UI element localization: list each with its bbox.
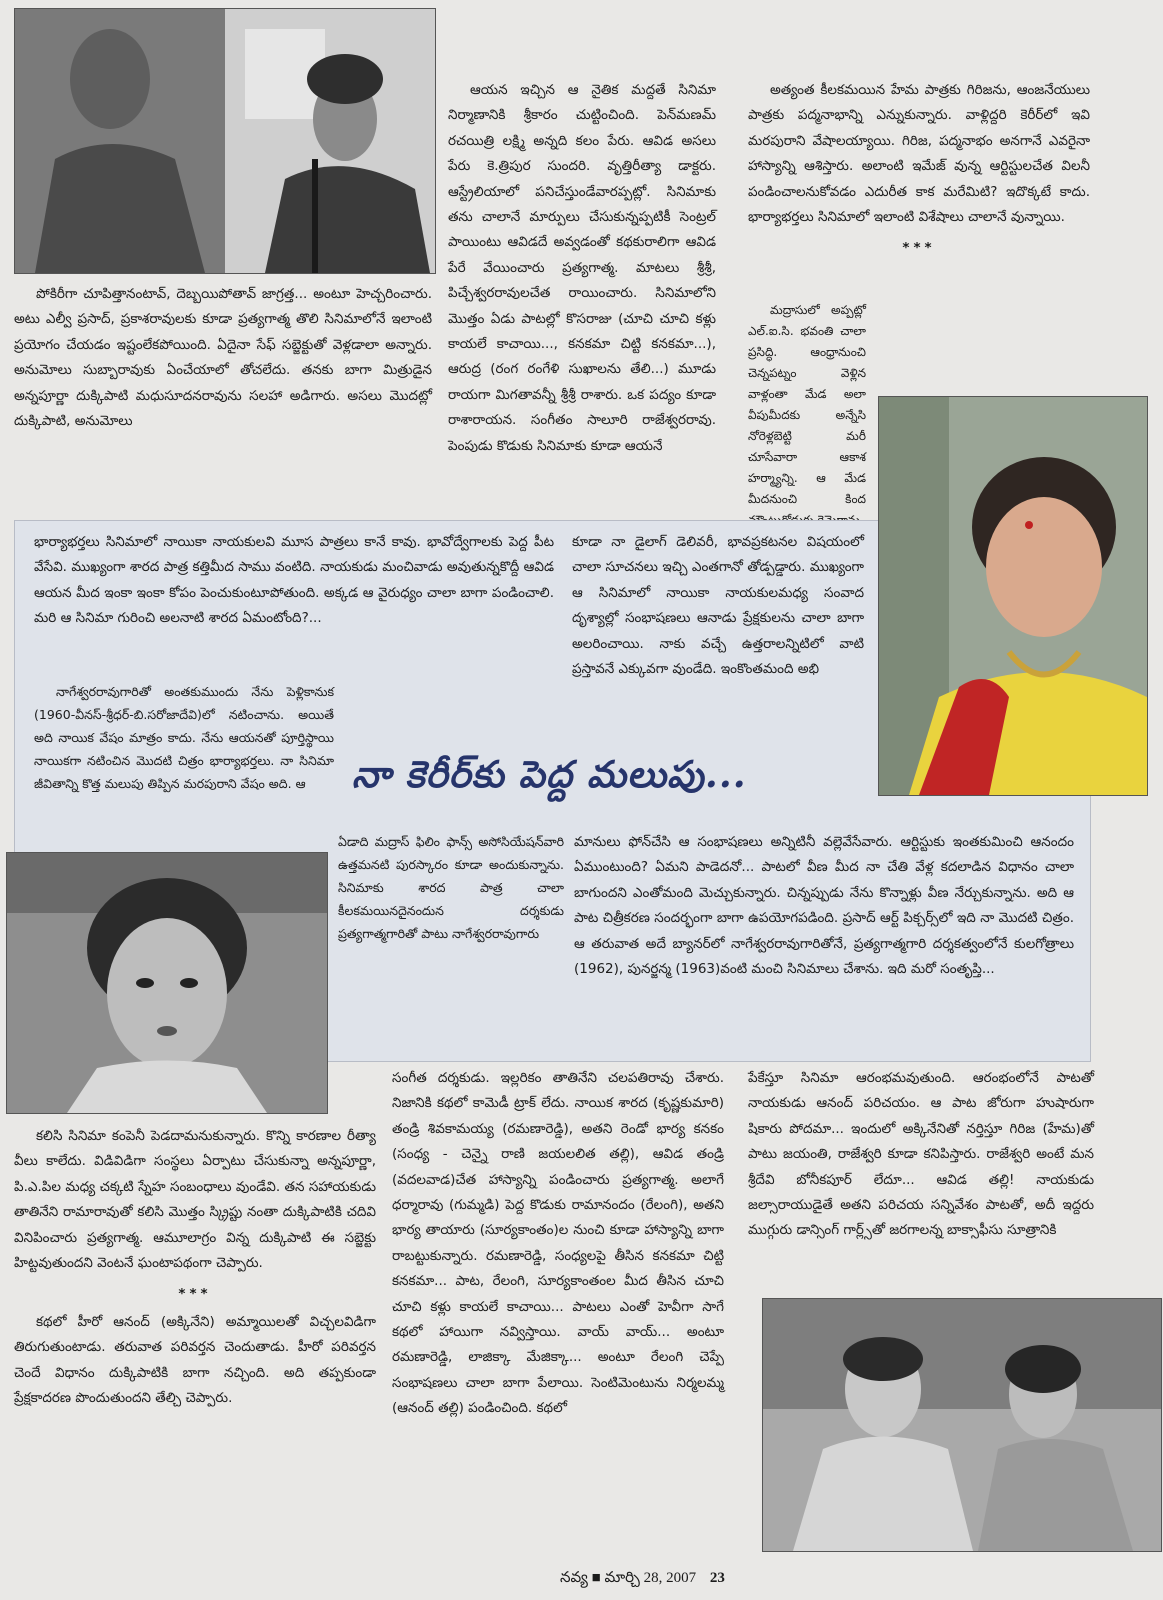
column-3-continuation	[748, 300, 866, 537]
panel-text-left	[34, 530, 554, 638]
paragraph: సంగీత దర్శకుడు. ఇల్లరికం తాతినేని చలపతిరావు చేశారు. నిజానికి కథలో కామెడీ ట్రాక్ లేదు. నాయిక శారద (కృష్ణకుమారి) తండ్రి శివకామయ్య (రమణారెడ్డి), అతని రెండో భార్య కనకం (సంధ్య - చెన్నై రాణి జయలలిత తల్లి), ఆవిడ తండ్రి (వదలవాడ)చేత హాస్యాన్ని పండించారు ప్రత్యగాత్మ. అలాగే ధర్మారావు (గుమ్మడి) పెద్ద కొడుకు రామానందం (రేలంగి), అతని భార్య తాయారు (సూర్యకాంతం)ల నుంచి కూడా హాస్యాన్ని బాగా రాబట్టుకున్నారు. రమణారెడ్డి, సంధ్యలపై తీసిన కనకమా చిట్టి కనకమా... పాట, రేలంగి, సూర్యకాంతంల మీద తీసిన చూచి చూచి కళ్లు కాయలే కాచాయి... పాటలు ఎంతో హెవీగా సాగే కథలో హాయిగా నవ్విస్తాయి. వాయ్ వాయ్... అంటూ రమణారెడ్డి, లాజిక్కా మేజిక్కా... అంటూ రేలంగి చెప్పే సంభాషణలు చాలా బాగా పేలాయి. సెంటిమెంటును నిర్మలమ్మ (ఆనంద్ తల్లి) పండించింది. కథలో	[392, 1070, 724, 1417]
headline: నా కెరీర్‌కు పెద్ద మలుపు...	[352, 752, 747, 796]
column-1-top	[14, 282, 432, 440]
panel-text-bottom-left	[338, 830, 564, 951]
paragraph: నాగేశ్వరరావుగారితో అంతకుముందు నేను పెళ్లికానుక (1960-వీనస్-శ్రీధర్-బి.సరోజాదేవి)లో నటించాను. అయితే అది నాయిక వేషం మాత్రం కాదు. నేను ఆయనతో పూర్తిస్థాయి నాయికగా నటించిన మొదటి చిత్రం భార్యాభర్తలు. నా సినిమా జీవితాన్ని కొత్త మలుపు తిప్పిన మరపురాని వేషం అది. ఆ	[34, 684, 334, 791]
section-separator: ***	[902, 240, 936, 257]
page-number: 23	[709, 1570, 725, 1586]
paragraph: కలిసి సినిమా కంపెనీ పెడదామనుకున్నారు. కొన్ని కారణాల రీత్యా వీలు కాలేదు. విడివిడిగా సంస్థలు ఏర్పాటు చేసుకున్నా అన్నపూర్ణా, పి.ఎ.పిల మధ్య చక్కటి స్నేహ సంబంధాలు వుండేవి. తన సహాయకుడు తాతినేని రామారావుతో కలిసి మొత్తం స్క్రిప్టు నంతా దుక్కిపాటికి చదివి వినిపించారు ప్రత్యగాత్మ. ఆమూలాగ్రం విన్న దుక్కిపాటి ఈ సబ్జెక్టు హిట్టవుతుందని వెంటనే ఘంటాపథంగా చెప్పారు.	[14, 1128, 376, 1272]
column-3-top	[748, 78, 1090, 264]
film-still-bottom-right	[762, 1298, 1162, 1552]
paragraph: పేకేస్తూ సినిమా ఆరంభమవుతుంది. ఆరంభంలోనే పాటతో నాయకుడు ఆనంద్ పరిచయం. ఆ పాట జోరుగా హుషారుగా షికారు పోదమా... ఇందులో అక్కినేనితో నర్తిస్తూ గిరిజ (హేమ)తో పాటు జయంతి, రాజేశ్వరి కూడా కనిపిస్తారు. రాజేశ్వరి అంటే మన శ్రీదేవి బోనీకపూర్ లేదూ... ఆవిడ తల్లి! నాయకుడు జల్సారాయుడైతే అతని పరిచయ సన్నివేశం పాటతో, అదీ ఇద్దరు ముగ్గురు డాన్సింగ్ గార్ల్స్‌తో జరగాలన్న బాక్సాఫీసు సూత్రానికి	[748, 1070, 1094, 1239]
magazine-name: నవ్య	[560, 1570, 588, 1586]
panel-text-right	[572, 530, 864, 688]
film-still-actress	[6, 852, 328, 1114]
paragraph: ఏడాది మద్రాస్ ఫిలిం ఫాన్స్ అసోసియేషన్‌వారి ఉత్తమనటి పురస్కారం కూడా అందుకున్నాను. సినిమాకు శారద పాత్ర చాలా కీలకమయినదైనందున దర్శకుడు ప్రత్యగాత్మగారితో పాటు నాగేశ్వరరావుగారు	[338, 834, 564, 941]
paragraph: మానులు ఫోన్‌చేసి ఆ సంభాషణలు అన్నిటినీ వల్లెవేసేవారు. ఆర్టిస్టుకు ఇంతకుమించి ఆనందం ఏముంటుంది? ఏమని పాడెదనో... పాటలో వీణ మీద నా చేతి వేళ్ల కదలాడిన విధానం చాలా బాగుందని ఎంతోమంది మెచ్చుకున్నారు. చిన్నప్పుడు నేను కొన్నాళ్లు వీణ నేర్చుకున్నాను. అది ఆ పాట చిత్రీకరణ సందర్భంగా బాగా ఉపయోగపడింది. ప్రసాద్ ఆర్ట్ పిక్చర్స్‌లో ఇది నా మొదటి చిత్రం. ఆ తరువాత అదే బ్యానర్‌లో నాగేశ్వరరావుగారితోనే, ప్రత్యగాత్మగారి దర్శకత్వంలోనే కులగోత్రాలు (1962), పునర్జన్మ (1963)వంటి మంచి సినిమాలు చేశాను. ఇది మరో సంతృప్తి...	[574, 834, 1074, 978]
paragraph: ఆయన ఇచ్చిన ఆ నైతిక మద్దతే సినిమా నిర్మాణానికి శ్రీకారం చుట్టించింది. పెన్‌మణమ్ రచయిత్రి లక్ష్మి అన్నది కలం పేరు. ఆవిడ అసలు పేరు కె.త్రిపుర సుందరి. వృత్తిరీత్యా డాక్టరు. ఆస్ట్రేలియాలో పనిచేస్తుండేవారప్పట్లో. సినిమాకు తను చాలానే మార్పులు చేసుకున్నప్పటికీ సెంట్రల్ పాయింటు ఆవిడదే అవ్వడంతో కథకురాలిగా ఆవిడ పేరే వేయించారు ప్రత్యగాత్మ. మాటలు శ్రీశ్రీ, పిచ్చేశ్వరరావులచేత రాయించారు. సినిమాలోని మొత్తం ఏడు పాటల్లో కొసరాజు (చూచి చూచి కళ్లు కాయలే కాచాయి..., కనకమా చిట్టి కనకమా...), ఆరుద్ర (రంగ రంగేళి సుఖాలను తేలి...) మూడు రాయగా మిగతావన్నీ శ్రీశ్రీ రాశారు. ఒక పద్యం కూడా రాశారాయన. సంగీతం సాలూరి రాజేశ్వరరావు. పెంపుడు కొడుకు సినిమాకు కూడా ఆయనే	[448, 82, 716, 454]
page-footer	[560, 1570, 725, 1590]
paragraph: మద్రాసులో అప్పట్లో ఎల్.ఐ.సి. భవంతి చాలా ప్రసిద్ధి. ఆంధ్రానుంచి చెన్నపట్నం వెళ్లిన వాళ్లంతా మేడ అలా వీపుమీదకు అన్నేసి నోరెళ్లబెట్టి మరీ చూసేవారా ఆకాశ హర్మ్యాన్ని. ఆ మేడ మీదనుంచి కింద	[748, 303, 866, 506]
square-bullet-icon: ■	[591, 1570, 601, 1586]
panel-text-bottom-right	[574, 830, 1074, 988]
column-2-bottom	[392, 1066, 724, 1428]
column-1-bottom	[14, 1124, 376, 1417]
paragraph: భార్యాభర్తలు సినిమాలో నాయికా నాయకులవి మూస పాత్రలు కానే కావు. భావోద్వేగాలకు పెద్ద పీట వేసేవి. ముఖ్యంగా శారద పాత్ర కత్తిమీద సాము వంటిది. నాయకుడు మంచివాడు అవుతున్నకొద్దీ ఆవిడ ఆయన మీద ఇంకా ఇంకా కోపం పెంచుకుంటూపోతుంది. అక్కడ ఆ వైరుధ్యం చాలా బాగా పండించాలి. మరి ఆ సినిమా గురించి అలనాటి శారద ఏమంటోంది?...	[34, 534, 554, 627]
paragraph: కూడా నా డైలాగ్ డెలివరీ, భావప్రకటనల విషయంలో చాలా సూచనలు ఇచ్చి ఎంతగానో తోడ్పడ్డారు. ముఖ్యంగా ఆ సినిమాలో నాయికా నాయకులమధ్య సంవాద దృశ్యాల్లో సంభాషణలు ఆనాడు ప్రేక్షకులను చాలా బాగా అలరించాయి. నాకు వచ్చే ఉత్తరాలన్నిటిలో వాటి ప్రస్తావనే ఎక్కువగా వుండేది. ఇంకొంతమంది అభి	[572, 534, 864, 678]
section-separator: ***	[178, 1286, 212, 1303]
film-still-top-left	[14, 8, 436, 274]
panel-text-left-2	[34, 680, 334, 801]
issue-date: మార్చి 28, 2007	[604, 1570, 697, 1586]
portrait-photo	[878, 396, 1148, 796]
paragraph: పోకిరీగా చూపిత్తానంటావ్, దెబ్బయిపోతావ్ జాగ్రత్త... అంటూ హెచ్చరించారు. అటు ఎల్వీ ప్రసాద్, ప్రకాశరావులకు కూడా ప్రత్యగాత్మ తొలి సినిమాలోనే ఇలాంటి ప్రయోగం చేయడం ఇష్టంలేకపోయింది. ఏదైనా సేఫ్ సబ్జెక్టుతో వెళ్లడాలా అన్నారు. అనుమోలు సుబ్బారావుకు ఏంచేయాలో తోచలేదు. తనకు బాగా మిత్రుడైన అన్నపూర్ణా దుక్కిపాటి మధుసూదనరావును సలహా అడిగారు. అసలు మొదట్లో దుక్కిపాటి, అనుమోలు	[14, 286, 432, 430]
paragraph: అత్యంత కీలకమయిన హేమ పాత్రకు గిరిజను, ఆంజనేయులు పాత్రకు పద్మనాభాన్ని ఎన్నుకున్నారు. వాళ్లిద్దరి కెరీర్‌లో ఇవి మరపురాని వేషాలయ్యాయి. గిరిజ, పద్మనాభం అనగానే ఎవరైనా హాస్యాన్ని ఆశిస్తారు. అలాంటి ఇమేజ్ వున్న ఆర్టిస్టులచేత విలనీ పండించాలనుకోవడం ఎదురీత కాక మరేమిటి? ఇదొక్కటే కాదు. భార్యాభర్తలు సినిమాలో ఇలాంటి విశేషాలు చాలానే వున్నాయి.	[748, 82, 1090, 226]
paragraph: కథలో హీరో ఆనంద్ (అక్కినేని) అమ్మాయిలతో విచ్చలవిడిగా తిరుగుతుంటాడు. తరువాత పరివర్తన చెందుతాడు. హీరో పరివర్తన చెందే విధానం దుక్కిపాటికి బాగా నచ్చింది. అది తప్పకుండా ప్రేక్షకాదరణ పొందుతుందని తేల్చి చెప్పారు.	[14, 1313, 376, 1407]
column-3-bottom	[748, 1066, 1094, 1250]
column-2-top	[448, 78, 716, 465]
